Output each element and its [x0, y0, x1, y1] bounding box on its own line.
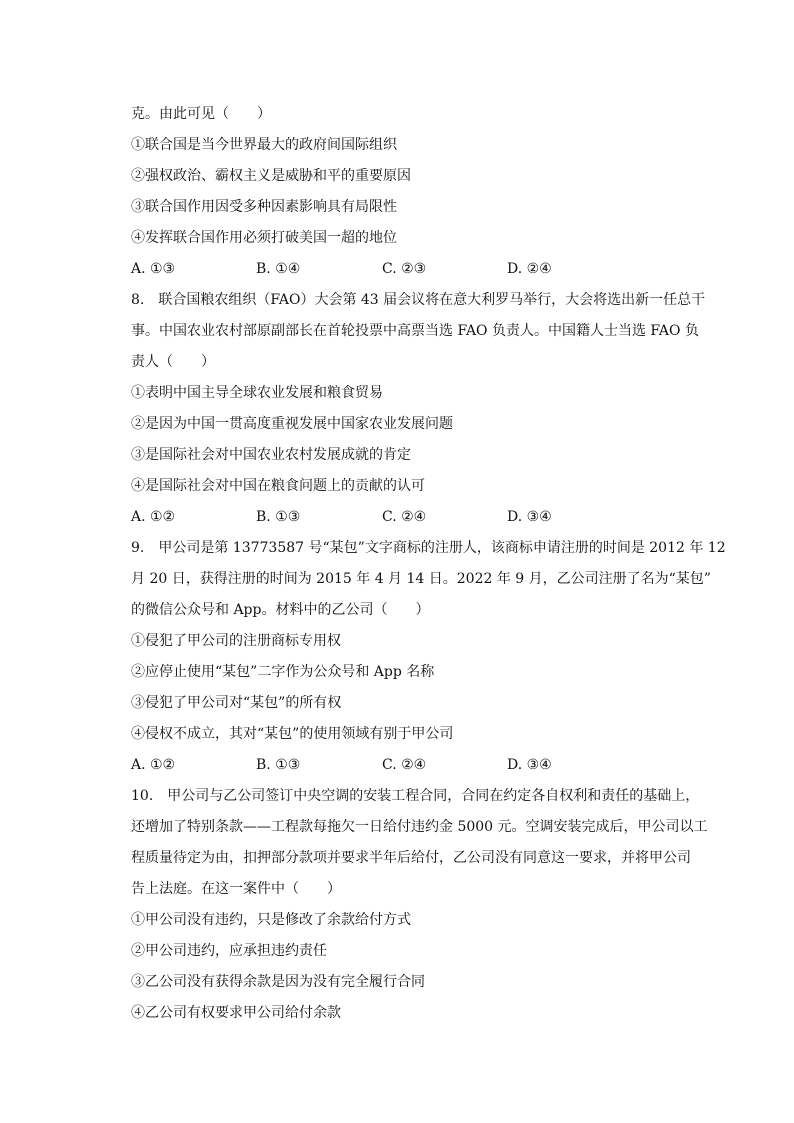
q9-statement-1: ①侵犯了甲公司的注册商标专用权: [131, 633, 341, 649]
q9-stem-line-2: 月 20 日，获得注册的时间为 2015 年 4 月 14 日。2022 年 9 月，乙公司注册了名为“某包”: [131, 571, 711, 587]
q8-statement-4: ④是国际社会对中国在粮食问题上的贡献的认可: [131, 478, 425, 494]
q9-option-c: C. ②④: [382, 757, 427, 773]
q10-statement-2: ②甲公司违约，应承担违约责任: [131, 943, 327, 959]
q10-statement-4: ④乙公司有权要求甲公司给付余款: [131, 1005, 341, 1021]
q9-option-d: D. ③④: [507, 757, 552, 773]
q10-stem-line-3: 程质量待定为由，扣押部分款项并要求半年后给付，乙公司没有同意这一要求，并将甲公司: [131, 850, 691, 866]
question-7-stem-end: 克。由此可见（ ）: [131, 106, 271, 122]
q8-stem-line-1: 8. 联合国粮农组织（FAO）大会第 43 届会议将在意大利罗马举行，大会将选出新一任总干: [131, 292, 706, 308]
q8-options: [131, 507, 691, 527]
q9-statement-3: ③侵犯了甲公司对“某包”的所有权: [131, 695, 342, 711]
q8-option-c: C. ②④: [382, 509, 427, 525]
q7-option-b: B. ①④: [256, 261, 301, 277]
q9-option-b: B. ①③: [256, 757, 301, 773]
q9-options: [131, 755, 691, 775]
q8-statement-1: ①表明中国主导全球农业发展和粮食贸易: [131, 385, 383, 401]
q8-stem-line-3: 责人（ ）: [131, 354, 215, 370]
q10-stem-line-1: 10. 甲公司与乙公司签订中央空调的安装工程合同，合同在约定各自权利和责任的基础上，: [131, 788, 700, 804]
q10-stem-line-4: 告上法庭。在这一案件中（ ）: [131, 881, 341, 897]
q7-option-d: D. ②④: [507, 261, 552, 277]
q7-statement-1: ①联合国是当今世界最大的政府间国际组织: [131, 137, 397, 153]
q9-stem-line-3: 的微信公众号和 App。材料中的乙公司（ ）: [131, 602, 430, 618]
q7-statement-2: ②强权政治、霸权主义是威胁和平的重要原因: [131, 168, 411, 184]
q10-stem-line-2: 还增加了特别条款——工程款每拖欠一日给付违约金 5000 元。空调安装完成后，甲公司以工: [131, 819, 708, 835]
q10-statement-1: ①甲公司没有违约，只是修改了余款给付方式: [131, 912, 411, 928]
q9-option-a: A. ①②: [131, 757, 176, 773]
q8-statement-2: ②是因为中国一贯高度重视发展中国家农业发展问题: [131, 416, 453, 432]
q8-statement-3: ③是国际社会对中国农业农村发展成就的肯定: [131, 447, 411, 463]
q10-statement-3: ③乙公司没有获得余款是因为没有完全履行合同: [131, 974, 425, 990]
q9-statement-4: ④侵权不成立，其对“某包”的使用领域有别于甲公司: [131, 726, 454, 742]
q7-options: [131, 259, 691, 279]
q9-stem-line-1: 9. 甲公司是第 13773587 号“某包”文字商标的注册人，该商标申请注册的时间是 2012 年 12: [131, 540, 726, 556]
q7-statement-4: ④发挥联合国作用必须打破美国一超的地位: [131, 230, 397, 246]
q9-statement-2: ②应停止使用“某包”二字作为公众号和 App 名称: [131, 664, 435, 680]
q7-option-a: A. ①③: [131, 261, 176, 277]
q7-option-c: C. ②③: [382, 261, 427, 277]
q8-stem-line-2: 事。中国农业农村部原副部长在首轮投票中高票当选 FAO 负责人。中国籍人士当选 FAO 负: [131, 323, 699, 339]
q8-option-b: B. ①③: [256, 509, 301, 525]
q8-option-d: D. ③④: [507, 509, 552, 525]
q7-statement-3: ③联合国作用因受多种因素影响具有局限性: [131, 199, 397, 215]
q8-option-a: A. ①②: [131, 509, 176, 525]
